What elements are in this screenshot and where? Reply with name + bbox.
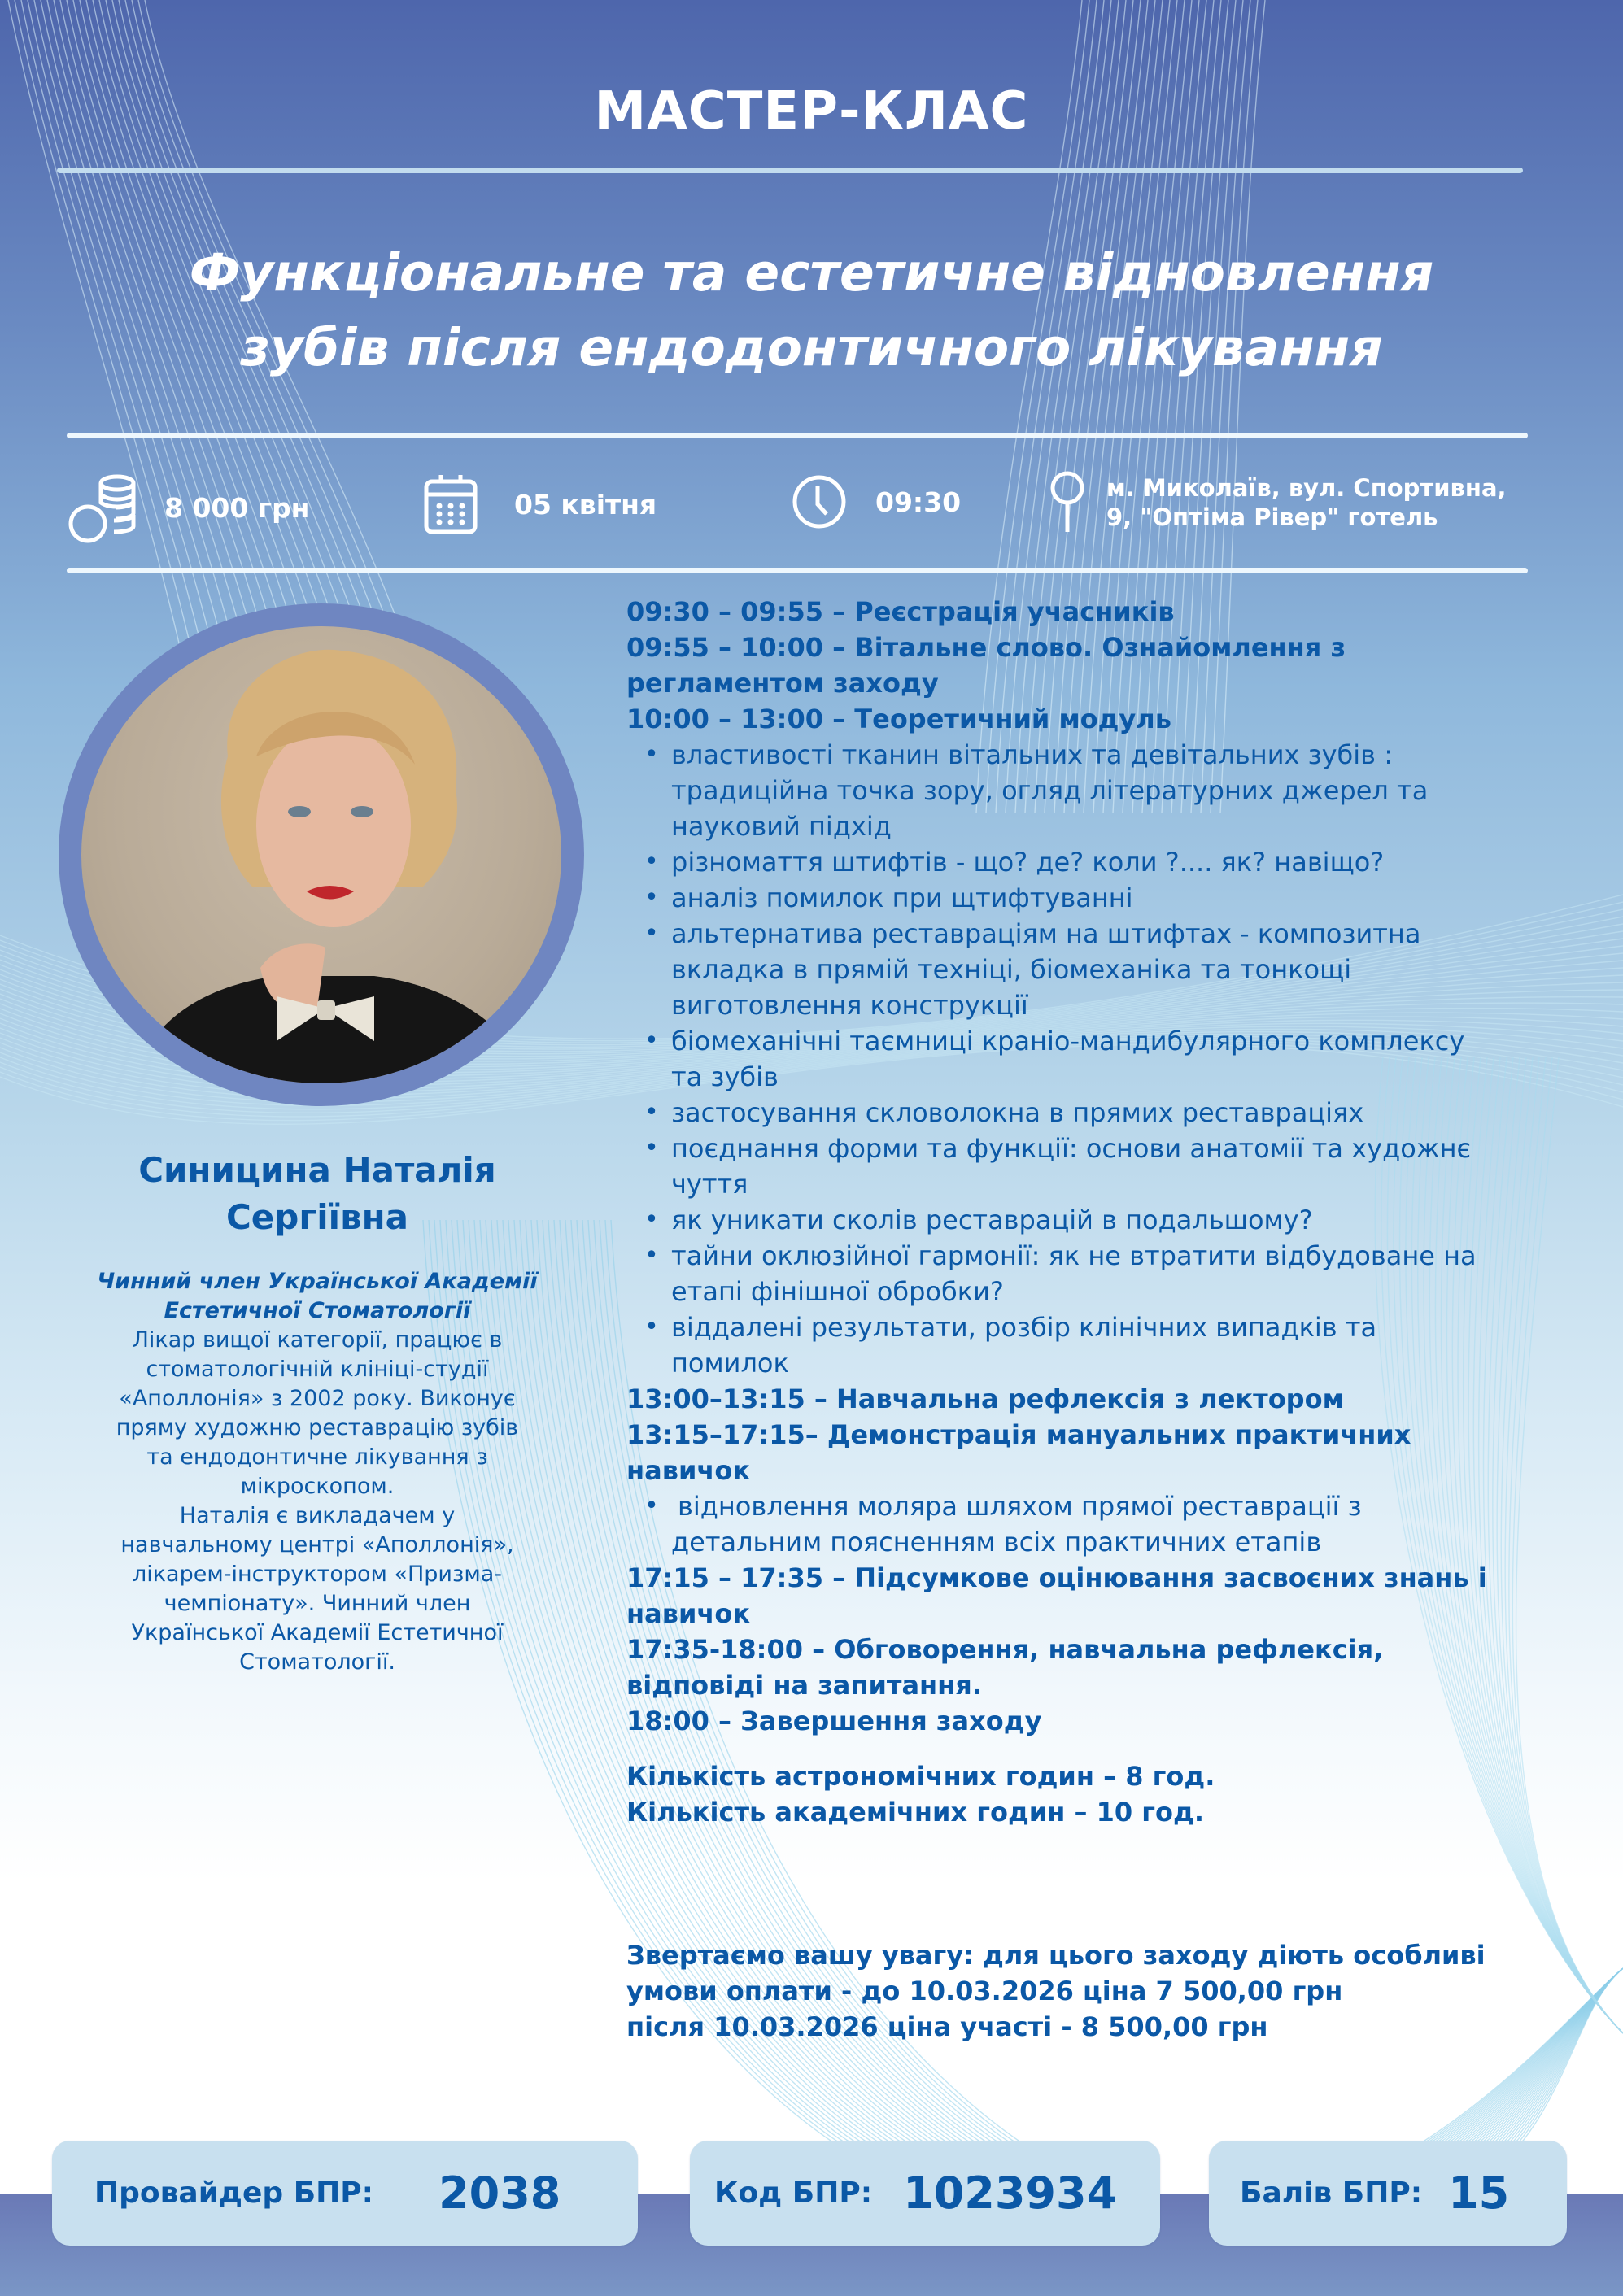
list-item-line: як уникати сколів реставрацій в подальшому? (671, 1205, 1313, 1235)
bullet-icon: • (644, 1313, 659, 1341)
theory-topics-list (626, 737, 1603, 1381)
bpr-provider-value: 2038 (438, 2167, 561, 2219)
list-item-line: виготовлення конструкції (671, 990, 1028, 1021)
list-item (626, 880, 1603, 916)
speaker-photo (81, 626, 561, 1083)
list-item-line: та зубів (671, 1061, 779, 1092)
bpr-provider-label: Провайдер БПР: (94, 2176, 374, 2210)
date-info (423, 473, 657, 535)
bpr-points-label: Балів БПР: (1240, 2176, 1423, 2210)
speaker-bio-line: Лікар вищої категорії, працює в (132, 1327, 503, 1353)
schedule (626, 594, 1603, 1739)
bpr-code-box (690, 2141, 1160, 2246)
clock-icon (791, 473, 848, 530)
bullet-icon: • (644, 919, 659, 948)
list-item-line: тайни оклюзійної гармонії: як не втратити відбудоване на (671, 1240, 1477, 1271)
list-item-line: детальним поясненням всіх практичних етапів (671, 1527, 1322, 1558)
list-item-line: застосування скловолокна в прямих реставраціях (671, 1097, 1364, 1128)
bullet-icon: • (644, 1026, 659, 1055)
hours-info (626, 1758, 1215, 1830)
speaker-role-line: Естетичної Стоматології (164, 1298, 471, 1323)
divider (57, 168, 1523, 173)
list-item-line: властивості тканин вітальних та девітальних зубів : (671, 739, 1393, 770)
map-pin-icon (1049, 470, 1085, 535)
list-item (626, 1488, 1603, 1560)
time-info (791, 473, 961, 530)
speaker-name-line: Синицина Наталія (138, 1150, 496, 1190)
list-item (626, 1202, 1603, 1238)
location-line: м. Миколаїв, вул. Спортивна, (1106, 474, 1507, 502)
speaker-bio-line: Стоматології. (239, 1649, 395, 1675)
divider (67, 568, 1528, 573)
bullet-icon: • (644, 1492, 659, 1520)
speaker-role-line: Чинний член Української Академії (97, 1269, 538, 1294)
schedule-item: навичок (626, 1598, 751, 1629)
list-item (626, 1309, 1603, 1381)
list-item (626, 916, 1603, 1023)
event-type-heading: МАСТЕР-КЛАС (594, 81, 1029, 142)
academic-hours: Кількість академічних годин – 10 год. (626, 1797, 1204, 1828)
speaker-bio-line: чемпіонату». Чинний член (164, 1591, 471, 1616)
schedule-item: регламентом заходу (626, 668, 939, 699)
speaker-bio-line: Української Академії Естетичної (131, 1620, 504, 1645)
speaker-bio-line: стоматологічній клініці-студії (146, 1357, 489, 1382)
speaker-bio-line: навчальному центрі «Аполлонія», (120, 1532, 514, 1558)
bullet-icon: • (644, 1134, 659, 1162)
location-line: 9, "Оптіма Рівер" готель (1106, 503, 1438, 531)
speaker-name (49, 1147, 586, 1241)
notice-line: умови оплати - до 10.03.2026 ціна 7 500,00 грн (626, 1976, 1343, 2006)
bullet-icon: • (644, 1098, 659, 1126)
divider (67, 433, 1528, 438)
list-item (626, 1238, 1603, 1309)
bullet-icon: • (644, 740, 659, 769)
schedule-item: 13:15–17:15– Демонстрація мануальних практичних (626, 1419, 1411, 1450)
list-item-line: поєднання форми та функції: основи анатомії та художнє (671, 1133, 1472, 1164)
bpr-code-label: Код БПР: (714, 2176, 873, 2210)
list-item (626, 1095, 1603, 1131)
event-info-row (0, 455, 1623, 561)
list-item-line: етапі фінішної обробки? (671, 1276, 1004, 1307)
bullet-icon: • (644, 1205, 659, 1234)
list-item (626, 737, 1603, 844)
date-value: 05 квітня (514, 488, 657, 521)
list-item-line: віддалені результати, розбір клінічних випадків та (671, 1312, 1377, 1343)
speaker-bio-line: лікарем-інструктором «Призма- (132, 1562, 502, 1587)
schedule-item: 10:00 – 13:00 – Теоретичний модуль (626, 704, 1171, 734)
list-item (626, 844, 1603, 880)
bpr-points-box (1209, 2141, 1567, 2246)
schedule-item: 09:55 – 10:00 – Вітальне слово. Ознайомлення з (626, 632, 1346, 663)
payment-notice (626, 1937, 1486, 2045)
time-value: 09:30 (875, 486, 962, 518)
event-title (0, 236, 1623, 386)
list-item (626, 1131, 1603, 1202)
list-item-line: науковий підхід (671, 811, 892, 842)
speaker-bio-line: пряму художню реставрацію зубів (116, 1415, 519, 1440)
bullet-icon: • (644, 847, 659, 876)
speaker-name-line: Сергіївна (225, 1197, 409, 1237)
list-item-line: відновлення моляра шляхом прямої реставрації з (678, 1491, 1362, 1522)
event-title-line: зубів після ендодонтичного лікування (240, 318, 1383, 377)
bpr-provider-box (52, 2141, 638, 2246)
location-info (1049, 470, 1507, 535)
bpr-points-value: 15 (1448, 2167, 1510, 2219)
list-item-line: біомеханічні таємниці краніо-мандибулярного комплексу (671, 1026, 1465, 1057)
list-item-line: альтернатива реставраціям на штифтах - композитна (671, 918, 1421, 949)
schedule-item: 09:30 – 09:55 – Реєстрація учасників (626, 596, 1175, 627)
speaker-bio-line: мікроскопом. (240, 1474, 395, 1499)
bullet-icon: • (644, 883, 659, 912)
speaker-role (65, 1267, 569, 1326)
price-info (67, 470, 310, 545)
schedule-item: 17:35-18:00 – Обговорення, навчальна рефлексія, (626, 1634, 1384, 1665)
schedule-item: відповіді на запитання. (626, 1670, 982, 1701)
speaker-bio-line: та ендодонтичне лікування з (146, 1444, 488, 1470)
list-item-line: чуття (671, 1169, 748, 1200)
event-title-line: Функціональне та естетичне відновлення (189, 243, 1434, 303)
list-item-line: аналіз помилок при щтифтуванні (671, 882, 1133, 913)
practice-topics-list (626, 1488, 1603, 1560)
list-item-line: різномаття штифтів - що? де? коли ?.... як? навіщо? (671, 847, 1385, 878)
speaker-bio-line: Наталія є викладачем у (179, 1503, 456, 1528)
schedule-item: 17:15 – 17:35 – Підсумкове оцінювання засвоєних знань і (626, 1562, 1487, 1593)
list-item-line: вкладка в прямій техніці, біомеханіка та тонкощі (671, 954, 1352, 985)
speaker-bio (65, 1326, 569, 1677)
list-item-line: помилок (671, 1348, 789, 1379)
bpr-code-value: 1023934 (903, 2167, 1118, 2219)
speaker-bio-line: «Аполлонія» з 2002 року. Виконує (119, 1386, 516, 1411)
speaker-photo-frame (59, 603, 584, 1106)
schedule-item: 13:00–13:15 – Навчальна рефлексія з лектором (626, 1383, 1344, 1414)
bullet-icon: • (644, 1241, 659, 1270)
location-text (1106, 473, 1507, 532)
speaker-portrait-illustration (81, 626, 561, 1083)
list-item-line: традиційна точка зору, огляд літературних джерел та (671, 775, 1429, 806)
schedule-item: навичок (626, 1455, 751, 1486)
list-item (626, 1023, 1603, 1095)
price-value: 8 000 грн (164, 491, 310, 524)
notice-line: Звертаємо вашу увагу: для цього заходу діють особливі (626, 1940, 1486, 1971)
schedule-item: 18:00 – Завершення заходу (626, 1706, 1042, 1736)
coins-icon (67, 470, 142, 545)
calendar-icon (423, 473, 478, 535)
astronomical-hours: Кількість астрономічних годин – 8 год. (626, 1761, 1215, 1792)
notice-line: після 10.03.2026 ціна участі - 8 500,00 грн (626, 2011, 1268, 2042)
